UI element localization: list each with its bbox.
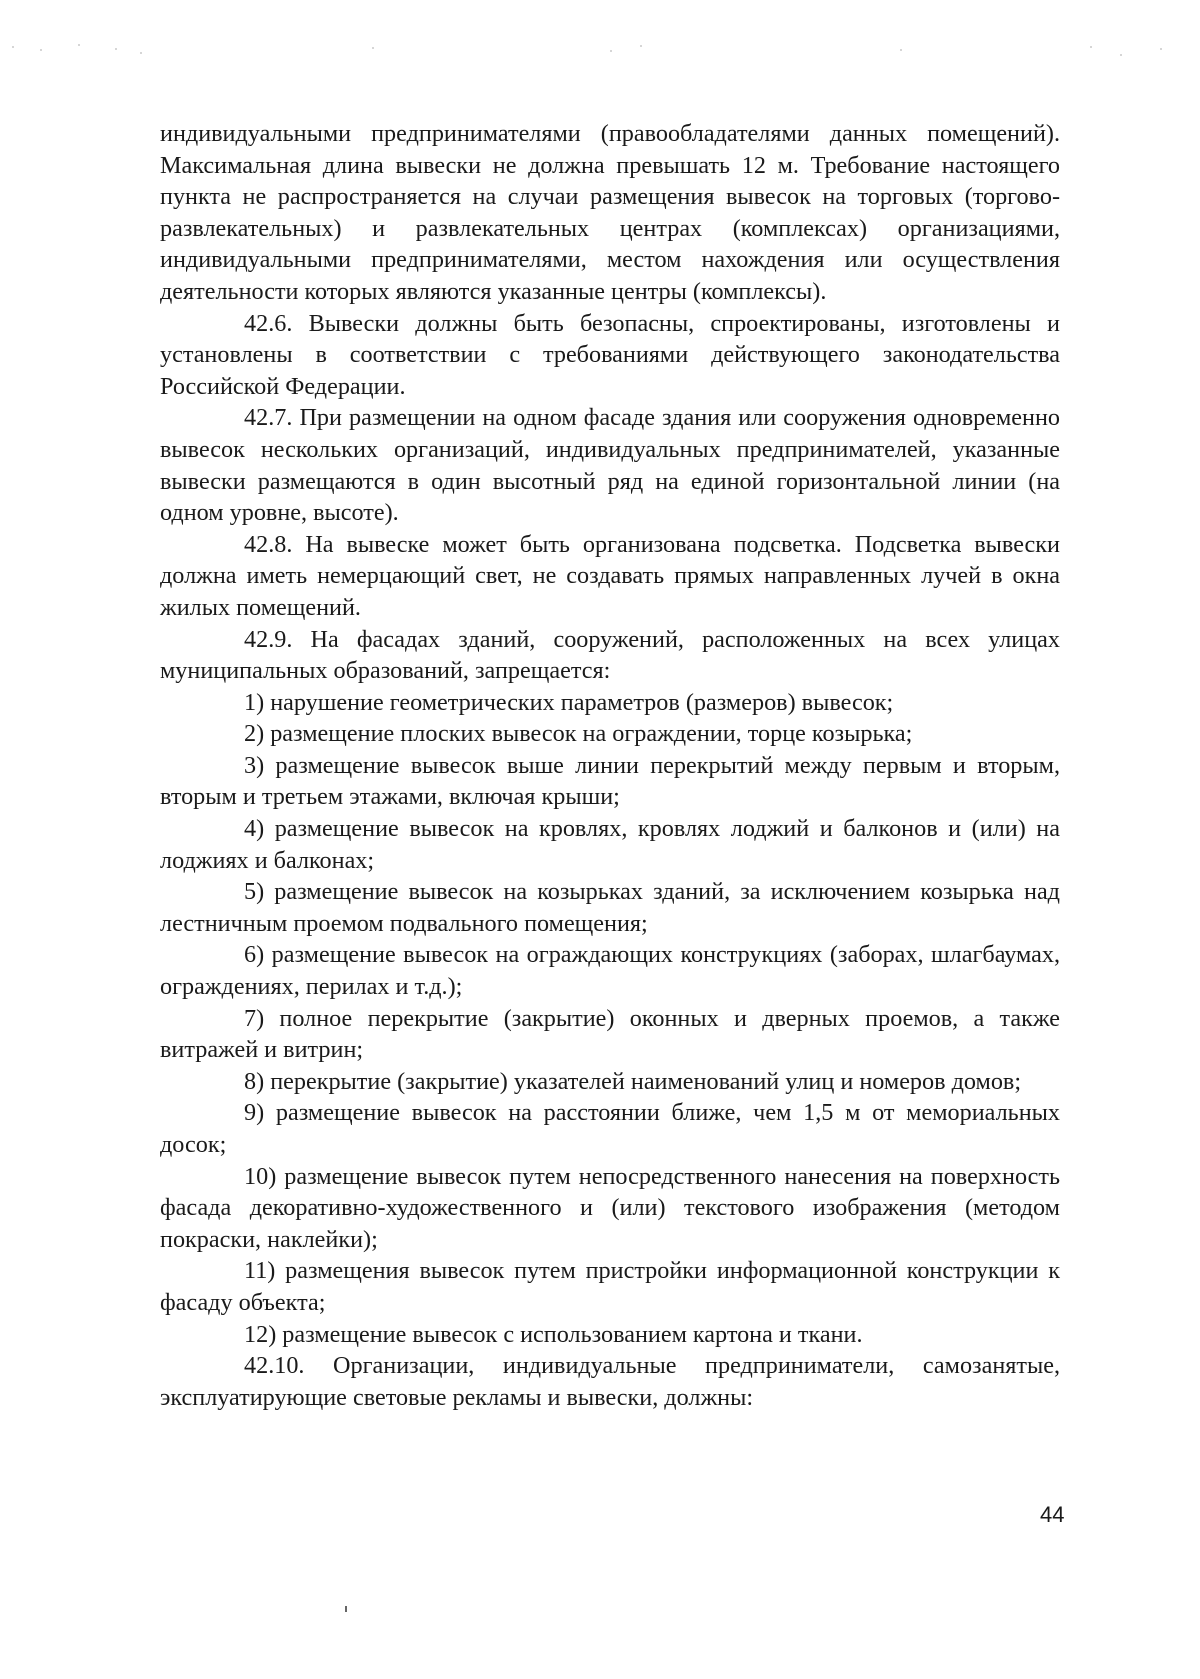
- paragraph-42-9: 42.9. На фасадах зданий, сооружений, расположенных на всех улицах муниципальных образований, запрещается:: [160, 625, 1060, 685]
- list-item-5: 5) размещение вывесок на козырьках зданий, за исключением козырька над лестничным проемом подвального помещения;: [160, 878, 1060, 937]
- scan-speck: [1160, 48, 1162, 50]
- scan-speck: [900, 49, 902, 51]
- scan-speck: [1120, 54, 1122, 56]
- page-number: 44: [1040, 1502, 1065, 1527]
- list-item-7: 7) полное перекрытие (закрытие) оконных и дверных проемов, а также витражей и витрин;: [160, 1004, 1060, 1064]
- paragraph-42-8: 42.8. На вывеске может быть организована подсветка. Подсветка вывески должна иметь немерцающий свет, не создавать прямых направленных лучей в окна жилых помещений.: [160, 530, 1060, 621]
- scan-speck: [1090, 46, 1092, 48]
- list-item-11: 11) размещения вывесок путем пристройки информационной конструкции к фасаду объекта;: [160, 1257, 1060, 1316]
- list-item-12: 12) размещение вывесок с использованием картона и ткани.: [244, 1320, 863, 1348]
- list-item-1: 1) нарушение геометрических параметров (размеров) вывесок;: [244, 688, 894, 716]
- scan-speck: [12, 46, 14, 48]
- list-item-6: 6) размещение вывесок на ограждающих конструкциях (заборах, шлагбаумах, ограждениях, перилах и т.д.);: [160, 941, 1060, 1001]
- list-item-4: 4) размещение вывесок на кровлях, кровлях лоджий и балконов и (или) на лоджиях и балконах;: [160, 815, 1060, 874]
- scan-speck: [40, 49, 42, 51]
- scan-speck: [78, 44, 80, 46]
- list-item-2: 2) размещение плоских вывесок на ограждении, торце козырька;: [244, 720, 913, 748]
- scan-noise: [0, 40, 1200, 80]
- list-item-10: 10) размещение вывесок путем непосредственного нанесения на поверхность фасада декоративно-художественного и (или) текстового изображения (методом покраски, наклейки);: [160, 1162, 1060, 1253]
- paragraph-42-6: 42.6. Вывески должны быть безопасны, спроектированы, изготовлены и установлены в соответствии с требованиями действующего законодательства Российской Федерации.: [160, 309, 1060, 400]
- list-item-3: 3) размещение вывесок выше линии перекрытий между первым и вторым, вторым и третьем этажами, включая крыши;: [160, 751, 1060, 811]
- scan-speck: [610, 50, 612, 52]
- document-body: [160, 118, 1060, 1413]
- scan-speck: [640, 45, 642, 47]
- list-item-9: 9) размещение вывесок на расстоянии ближе, чем 1,5 м от мемориальных досок;: [160, 1099, 1060, 1158]
- paragraph-42-7: 42.7. При размещении на одном фасаде здания или сооружения одновременно вывесок нескольких организаций, индивидуальных предпринимателей, указанные вывески размещаются в один высотный ряд на единой горизонтальной линии (на одном уровне, высоте).: [160, 404, 1060, 527]
- scan-speck: [372, 47, 374, 49]
- scan-speck: [140, 52, 142, 54]
- list-item-8: 8) перекрытие (закрытие) указателей наименований улиц и номеров домов;: [244, 1067, 1022, 1095]
- paragraph-continuation: индивидуальными предпринимателями (правообладателями данных помещений). Максимальная длина вывески не должна превышать 12 м. Требование настоящего пункта не распространяется на случаи размещения вывесок на торговых (торгово-развлекательных) и развлекательных центрах (комплексах) организациями, индивидуальными предпринимателями, местом нахождения или осуществления деятельности которых являются указанные центры (комплексы).: [160, 120, 1060, 305]
- scan-speck: [115, 48, 117, 50]
- scan-mark: [345, 1606, 347, 1612]
- paragraph-42-10: 42.10. Организации, индивидуальные предприниматели, самозанятые, эксплуатирующие световые рекламы и вывески, должны:: [160, 1352, 1060, 1411]
